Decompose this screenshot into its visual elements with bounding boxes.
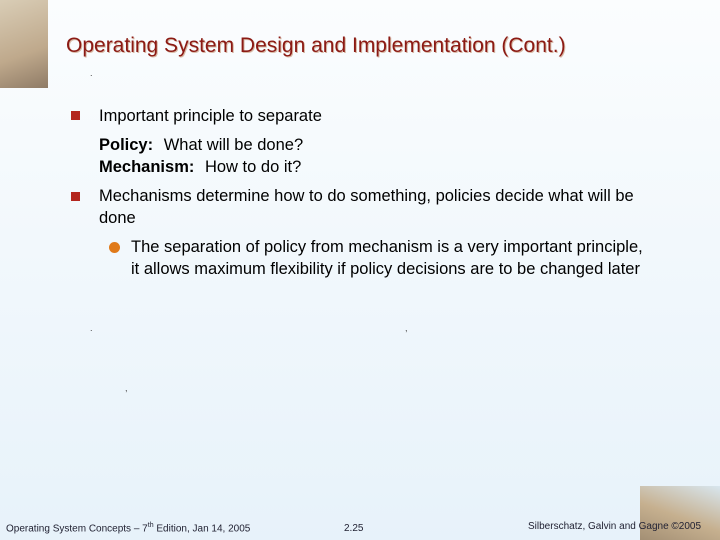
slide-title: Operating System Design and Implementation (Cont.) [66, 34, 566, 57]
footer-left-sup: th [147, 521, 154, 529]
bullet-square-icon [71, 111, 80, 120]
mechanism-label: Mechanism: [99, 158, 195, 176]
bullet-dot-icon [109, 242, 120, 253]
dinosaur-logo-top-left [0, 0, 48, 88]
footer-left-rest: Edition, Jan 14, 2005 [153, 523, 251, 534]
stray-mark: , [125, 383, 128, 393]
mechanism-line [99, 156, 301, 178]
policy-line [99, 134, 303, 156]
bullet-square-icon [71, 192, 80, 201]
page-number: 2.25 [344, 523, 364, 534]
footer-left-text: Operating System Concepts – 7 [6, 523, 148, 534]
sub-bullet: The separation of policy from mechanism is a very important principle, it allows maximum flexibility if policy decisions are to be changed later [131, 238, 643, 278]
stray-mark: , [405, 323, 408, 333]
policy-label: Policy: [99, 136, 154, 154]
policy-text: What will be done? [163, 136, 304, 154]
stray-mark: . [90, 323, 93, 333]
footer-right: Silberschatz, Galvin and Gagne ©2005 [528, 521, 702, 532]
mechanism-text: How to do it? [204, 158, 302, 176]
stray-mark: . [90, 68, 93, 78]
bullet-2: Mechanisms determine how to do something, policies decide what will be done [99, 187, 634, 227]
footer-left [6, 522, 250, 534]
bullet-1: Important principle to separate [99, 107, 322, 125]
